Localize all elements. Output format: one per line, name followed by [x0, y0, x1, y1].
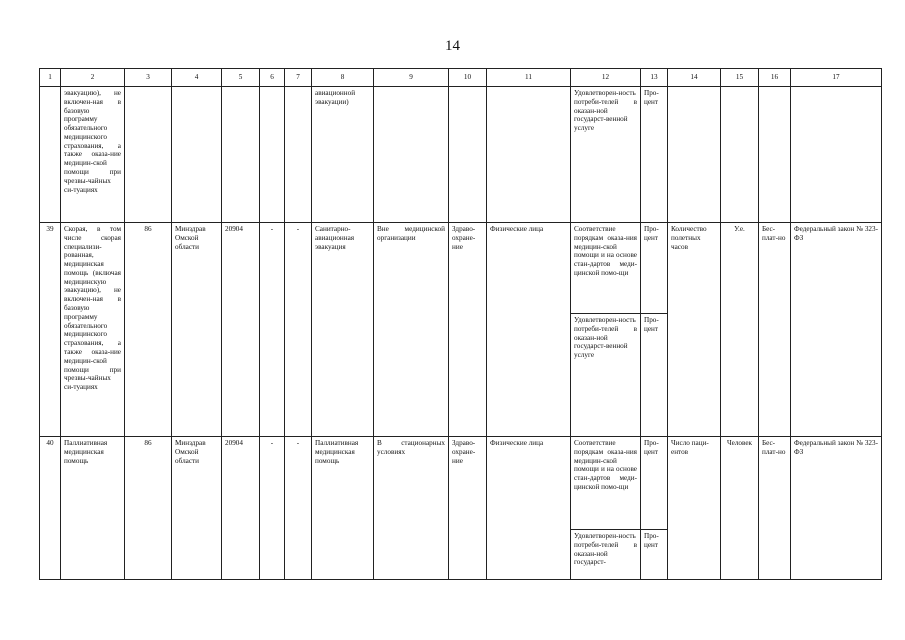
cell [791, 87, 882, 223]
col-header: 6 [260, 69, 285, 87]
payment-cell: Бес-плат-но [759, 223, 791, 437]
content-cell: авиационной эвакуации) [312, 87, 374, 223]
code-cell: 86 [125, 223, 172, 437]
col-header: 14 [668, 69, 721, 87]
col-header: 8 [312, 69, 374, 87]
consumer-cell: Физические лица [487, 223, 571, 437]
sphere-cell: Здраво-охране-ние [449, 437, 487, 580]
header-row [40, 69, 882, 87]
col-header: 16 [759, 69, 791, 87]
payment-cell: Бес-плат-но [759, 437, 791, 580]
col-header: 9 [374, 69, 449, 87]
col-header: 1 [40, 69, 61, 87]
cell [487, 87, 571, 223]
sphere-cell: Здраво-охране-ние [449, 223, 487, 437]
service-name-cell: Паллиативная медицинская помощь [61, 437, 125, 580]
dash-cell: - [285, 437, 312, 580]
unit-cell: Про-цент [641, 223, 668, 314]
col-header: 7 [285, 69, 312, 87]
code-cell: 86 [125, 437, 172, 580]
cell [449, 87, 487, 223]
col-header: 3 [125, 69, 172, 87]
ministry-cell: Минздрав Омской области [172, 437, 222, 580]
indicator-cell: Удовлетворен-ность потреби-телей в оказан-ной государст- [571, 530, 641, 580]
code-cell: 20904 [222, 223, 260, 437]
table-row-continuation [40, 87, 882, 223]
volume-unit-cell: Человек [721, 437, 759, 580]
service-name-cell: эвакуацию), не включен-ная в базовую программу обязательного медицинского страхования, а также оказа-ние медицин-ской помощи при чрезвы-чайных си-туациях [61, 87, 125, 223]
col-header: 12 [571, 69, 641, 87]
col-header: 13 [641, 69, 668, 87]
col-header: 5 [222, 69, 260, 87]
col-header: 15 [721, 69, 759, 87]
cell [374, 87, 449, 223]
dash-cell: - [260, 223, 285, 437]
services-table [39, 68, 882, 580]
cell [40, 87, 61, 223]
cell [285, 87, 312, 223]
cell [172, 87, 222, 223]
col-header: 17 [791, 69, 882, 87]
unit-cell: Про-цент [641, 87, 668, 223]
col-header: 2 [61, 69, 125, 87]
cell [721, 87, 759, 223]
indicator-cell: Соответствие порядкам оказа-ния медицин-ской помощи и на основе стан-дартов меди-цинской помо-щи [571, 223, 641, 314]
table-row-40 [40, 437, 882, 530]
content-cell: Паллиативная медицинская помощь [312, 437, 374, 580]
volume-unit-cell: У.е. [721, 223, 759, 437]
page-number: 14 [445, 38, 460, 54]
indicator-cell: Удовлетворен-ность потреби-телей в оказан-ной государст-венной услуге [571, 87, 641, 223]
content-cell: Санитарно-авиационная эвакуация [312, 223, 374, 437]
cell [759, 87, 791, 223]
col-header: 11 [487, 69, 571, 87]
dash-cell: - [260, 437, 285, 580]
ministry-cell: Минздрав Омской области [172, 223, 222, 437]
col-header: 4 [172, 69, 222, 87]
unit-cell: Про-цент [641, 530, 668, 580]
indicator-cell: Удовлетворен-ность потреби-телей в оказан-ной государст-венной услуге [571, 314, 641, 437]
law-cell: Федеральный закон № 323-ФЗ [791, 223, 882, 437]
row-number: 40 [40, 437, 61, 580]
code-cell: 20904 [222, 437, 260, 580]
cell [125, 87, 172, 223]
volume-indicator-cell: Количество полетных часов [668, 223, 721, 437]
service-name-cell: Скорая, в том числе скорая специализи-рованная, медицинская помощь (включая медицинскую эвакуацию), не включен-ная в базовую программу обязательного медицинского страхования, а также оказа-ние медицин-ской помощи при чрезвы-чайных си-туациях [61, 223, 125, 437]
condition-cell: В стационарных условиях [374, 437, 449, 580]
unit-cell: Про-цент [641, 314, 668, 437]
col-header: 10 [449, 69, 487, 87]
cell [260, 87, 285, 223]
cell [222, 87, 260, 223]
consumer-cell: Физические лица [487, 437, 571, 580]
law-cell: Федеральный закон № 323-ФЗ [791, 437, 882, 580]
table-row-39 [40, 223, 882, 314]
indicator-cell: Соответствие порядкам оказа-ния медицин-ской помощи и на основе стан-дартов меди-цинской помо-щи [571, 437, 641, 530]
dash-cell: - [285, 223, 312, 437]
unit-cell: Про-цент [641, 437, 668, 530]
row-number: 39 [40, 223, 61, 437]
volume-indicator-cell: Число паци-ентов [668, 437, 721, 580]
cell [668, 87, 721, 223]
condition-cell: Вне медицинской организации [374, 223, 449, 437]
